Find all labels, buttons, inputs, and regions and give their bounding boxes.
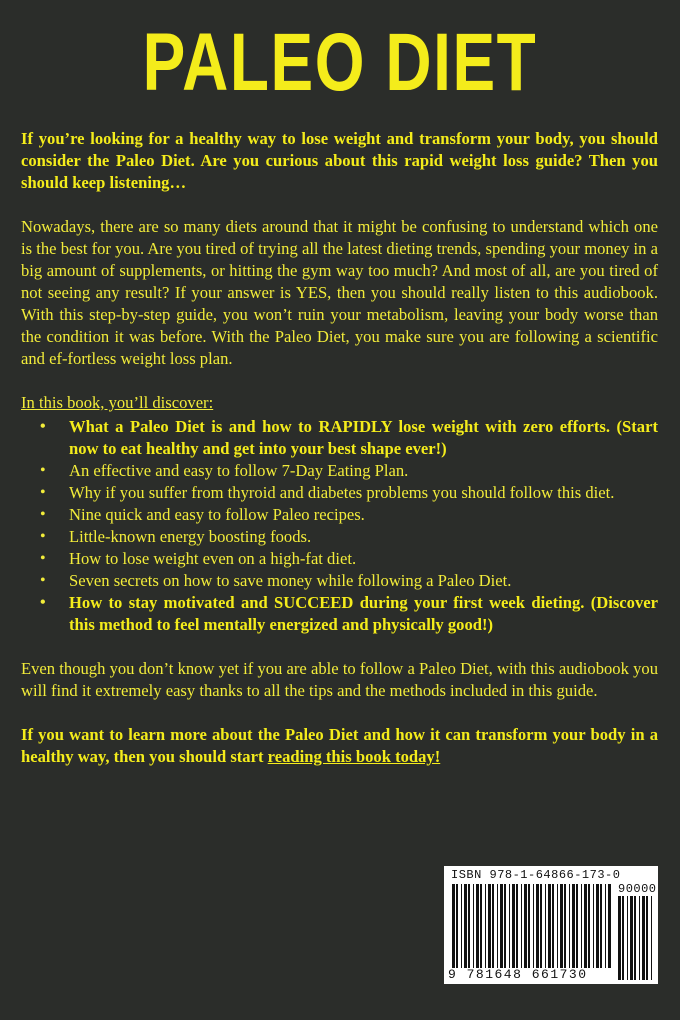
isbn-number: ISBN 978-1-64866-173-0 xyxy=(451,868,621,882)
cta-link: reading this book today! xyxy=(267,747,441,766)
barcode-bar xyxy=(468,884,470,968)
barcode-bar xyxy=(605,884,606,968)
list-item: • What a Paleo Diet is and how to RAPIDLY lose weight with zero efforts. (Start now to eat healthy and get into your best shape ever!) xyxy=(69,416,658,460)
barcode-addon-bars xyxy=(618,896,652,980)
barcode-bar xyxy=(552,884,554,968)
barcode-bar xyxy=(639,896,640,980)
price-code: 90000 xyxy=(618,882,657,896)
intro-paragraph: If you’re looking for a healthy way to lose weight and transform your body, you should consider the Paleo Diet. Are you curious about this rapid weight loss guide? Then you should keep listening… xyxy=(21,129,658,192)
barcode-bar xyxy=(545,884,546,968)
barcode-bar xyxy=(456,884,458,968)
barcode-bar xyxy=(588,884,590,968)
isbn-barcode xyxy=(444,866,658,984)
barcode-bar xyxy=(618,896,621,980)
barcode-bar xyxy=(540,884,542,968)
list-item: • How to lose weight even on a high-fat diet. xyxy=(69,548,658,570)
barcode-bar xyxy=(485,884,486,968)
barcode-bar xyxy=(634,896,636,980)
barcode-bar xyxy=(476,884,479,968)
barcode-bar xyxy=(504,884,506,968)
barcode-bar xyxy=(581,884,582,968)
barcode-bar xyxy=(497,884,498,968)
barcode-bar xyxy=(651,896,652,980)
barcode-bar xyxy=(627,896,628,980)
barcode-main-bars xyxy=(452,884,611,968)
barcode-bar xyxy=(521,884,522,968)
barcode-bar xyxy=(528,884,530,968)
barcode-bar xyxy=(488,884,491,968)
barcode-bar xyxy=(646,896,648,980)
barcode-bar xyxy=(536,884,539,968)
book-title: PALEO DIET xyxy=(142,17,538,108)
barcode-bar xyxy=(509,884,510,968)
list-item: • Seven secrets on how to save money while following a Paleo Diet. xyxy=(69,570,658,592)
call-to-action xyxy=(21,724,658,768)
list-item: • An effective and easy to follow 7-Day Eating Plan. xyxy=(69,460,658,482)
barcode-bar xyxy=(500,884,503,968)
body-paragraph: Nowadays, there are so many diets around that it might be confusing to understand which one is the best for you. Are you tired of trying all the latest dieting trends, spending your money in a big amount of supplements, or hitting the gym way too much? And most of all, are you tired of not seeing any result? If your answer is YES, then you should really listen to this audiobook. With this step-by-step guide, you won’t ruin your metabolism, leaving your body worse than the condition it was before. With the Paleo Diet, you make sure you are following a scientific and ef-fortless weight loss plan. xyxy=(21,217,658,368)
barcode-bar xyxy=(512,884,515,968)
barcode-bar xyxy=(572,884,575,968)
barcode-bar xyxy=(576,884,578,968)
closing-paragraph: Even though you don’t know yet if you are able to follow a Paleo Diet, with this audiobook you will find it extremely easy thanks to all the tips and the methods included in this guide. xyxy=(21,659,658,700)
barcode-bar xyxy=(593,884,594,968)
list-item: • Nine quick and easy to follow Paleo recipes. xyxy=(69,504,658,526)
barcode-bar xyxy=(596,884,599,968)
barcode-bar xyxy=(452,884,455,968)
barcode-bar xyxy=(464,884,467,968)
barcode-bar xyxy=(480,884,482,968)
discover-heading: In this book, you’ll discover: xyxy=(21,393,214,412)
barcode-bar xyxy=(630,896,633,980)
barcode-bar xyxy=(461,884,462,968)
barcode-bar xyxy=(560,884,563,968)
barcode-bar xyxy=(557,884,558,968)
list-item: • Little-known energy boosting foods. xyxy=(69,526,658,548)
barcode-bar xyxy=(622,896,624,980)
barcode-digits: 9 781648 661730 xyxy=(448,967,588,982)
barcode-bar xyxy=(584,884,587,968)
barcode-bar xyxy=(492,884,494,968)
list-item: • Why if you suffer from thyroid and diabetes problems you should follow this diet. xyxy=(69,482,658,504)
barcode-bar xyxy=(524,884,527,968)
barcode-bar xyxy=(516,884,518,968)
cta-text: If you want to learn more about the Paleo Diet and how it can transform your body in a healthy way, then you should start xyxy=(21,725,658,766)
barcode-bar xyxy=(600,884,602,968)
barcode-bar xyxy=(569,884,570,968)
barcode-bar xyxy=(473,884,474,968)
barcode-bar xyxy=(564,884,566,968)
barcode-bar xyxy=(608,884,611,968)
barcode-bar xyxy=(533,884,534,968)
barcode-bar xyxy=(642,896,645,980)
list-item: • How to stay motivated and SUCCEED during your first week dieting. (Discover this method to feel mentally energized and physically good!) xyxy=(69,592,658,636)
barcode-bar xyxy=(548,884,551,968)
discover-list xyxy=(21,416,658,636)
back-cover-text xyxy=(21,128,658,768)
